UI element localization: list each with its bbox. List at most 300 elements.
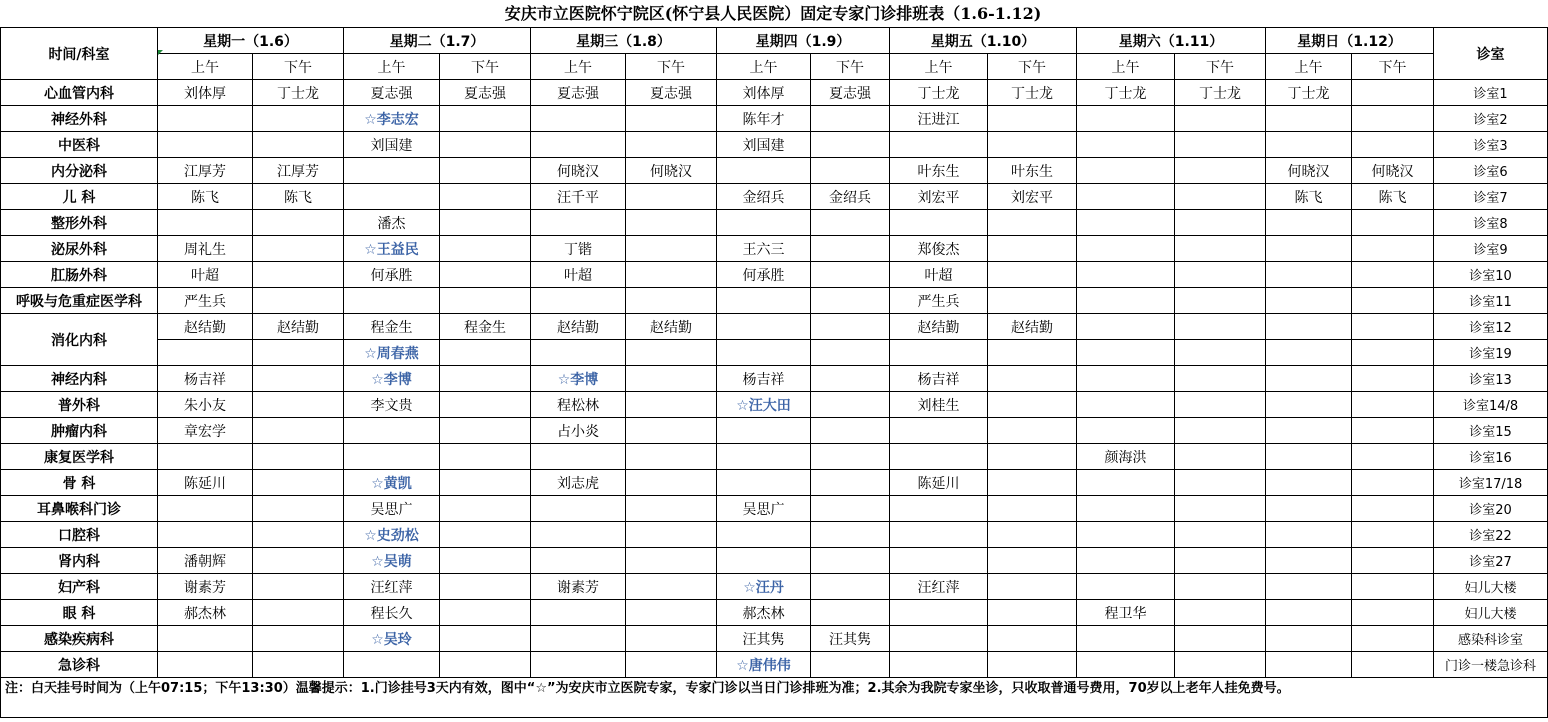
room-cell: 诊室17/18: [1434, 470, 1548, 496]
schedule-cell: 杨吉祥: [158, 366, 253, 392]
schedule-cell: 吴思广: [344, 496, 440, 522]
schedule-cell: [253, 366, 344, 392]
schedule-cell: [1175, 392, 1266, 418]
schedule-cell: [253, 470, 344, 496]
schedule-cell: [811, 366, 890, 392]
schedule-cell: [811, 262, 890, 288]
schedule-cell: [988, 392, 1077, 418]
schedule-cell: [158, 340, 253, 366]
header-time-dept: 时间/科室: [1, 28, 158, 80]
schedule-cell: [1175, 340, 1266, 366]
schedule-cell: 陈飞: [1266, 184, 1352, 210]
schedule-cell: 谢素芳: [158, 574, 253, 600]
schedule-cell: [626, 574, 717, 600]
schedule-cell: 叶超: [890, 262, 988, 288]
schedule-cell: 丁士龙: [253, 80, 344, 106]
schedule-cell: [1352, 600, 1434, 626]
schedule-cell: [890, 600, 988, 626]
table-row: [1, 340, 1548, 366]
table-row: [1, 158, 1548, 184]
schedule-cell: 江厚芳: [253, 158, 344, 184]
schedule-cell: [440, 548, 531, 574]
schedule-cell: [1266, 210, 1352, 236]
schedule-cell: 夏志强: [531, 80, 626, 106]
schedule-cell: [440, 288, 531, 314]
schedule-cell: [626, 366, 717, 392]
schedule-cell: [158, 210, 253, 236]
schedule-cell: [811, 548, 890, 574]
schedule-cell: [717, 314, 811, 340]
schedule-cell: 潘杰: [344, 210, 440, 236]
header-pm: 下午: [1352, 54, 1434, 80]
schedule-cell: [440, 626, 531, 652]
dept-label: 中医科: [1, 132, 158, 158]
schedule-cell: [717, 470, 811, 496]
schedule-cell: [1077, 392, 1175, 418]
schedule-cell: [1077, 132, 1175, 158]
schedule-cell: 郑俊杰: [890, 236, 988, 262]
schedule-cell: [988, 652, 1077, 678]
schedule-cell: [440, 574, 531, 600]
schedule-cell: [1266, 366, 1352, 392]
schedule-cell: [440, 236, 531, 262]
schedule-cell: [440, 444, 531, 470]
dept-label: 康复医学科: [1, 444, 158, 470]
schedule-cell: [1175, 184, 1266, 210]
dept-label: 内分泌科: [1, 158, 158, 184]
schedule-cell: [1077, 262, 1175, 288]
schedule-cell: [717, 210, 811, 236]
schedule-cell: [531, 626, 626, 652]
schedule-cell: 汪其隽: [811, 626, 890, 652]
schedule-cell: [531, 132, 626, 158]
schedule-rows: [1, 80, 1548, 678]
table-row: [1, 496, 1548, 522]
room-cell: 诊室20: [1434, 496, 1548, 522]
schedule-cell: [1077, 418, 1175, 444]
schedule-cell: [1352, 522, 1434, 548]
header-day-mon: 星期一（1.6）: [158, 28, 344, 54]
schedule-cell: [440, 418, 531, 444]
table-row: [1, 392, 1548, 418]
schedule-cell: [1352, 470, 1434, 496]
schedule-cell: [1175, 548, 1266, 574]
schedule-cell: [717, 548, 811, 574]
schedule-cell: [440, 210, 531, 236]
schedule-cell: 夏志强: [344, 80, 440, 106]
header-day-tue: 星期二（1.7）: [344, 28, 531, 54]
schedule-cell: [440, 652, 531, 678]
schedule-cell: [344, 652, 440, 678]
dept-label: 妇产科: [1, 574, 158, 600]
header-am: 上午: [1077, 54, 1175, 80]
schedule-cell: 江厚芳: [158, 158, 253, 184]
schedule-cell: [253, 132, 344, 158]
dept-label: 心血管内科: [1, 80, 158, 106]
schedule-cell: 丁士龙: [988, 80, 1077, 106]
schedule-cell: 郝杰林: [717, 600, 811, 626]
schedule-cell: [717, 158, 811, 184]
schedule-cell: [253, 236, 344, 262]
schedule-cell: [1352, 262, 1434, 288]
schedule-cell: [1175, 470, 1266, 496]
schedule-cell: [988, 626, 1077, 652]
schedule-cell: 叶超: [531, 262, 626, 288]
table-row: [1, 236, 1548, 262]
schedule-cell: [1077, 158, 1175, 184]
schedule-cell: 陈飞: [253, 184, 344, 210]
header-am: 上午: [717, 54, 811, 80]
schedule-cell: 叶东生: [988, 158, 1077, 184]
schedule-cell: [1266, 340, 1352, 366]
header-am: 上午: [531, 54, 626, 80]
table-row: [1, 366, 1548, 392]
schedule-cell: [531, 444, 626, 470]
schedule-cell: [890, 340, 988, 366]
schedule-cell: [1175, 600, 1266, 626]
schedule-cell: 汪千平: [531, 184, 626, 210]
schedule-cell: [1175, 106, 1266, 132]
schedule-cell: ☆李博: [531, 366, 626, 392]
schedule-body: [1, 28, 1548, 80]
header-room: 诊室: [1434, 28, 1548, 80]
header-pm: 下午: [440, 54, 531, 80]
schedule-cell: [158, 106, 253, 132]
schedule-cell: [1266, 522, 1352, 548]
schedule-cell: 夏志强: [440, 80, 531, 106]
schedule-cell: [988, 106, 1077, 132]
schedule-cell: [1352, 236, 1434, 262]
schedule-cell: [1175, 288, 1266, 314]
schedule-cell: [1352, 210, 1434, 236]
room-cell: 诊室2: [1434, 106, 1548, 132]
schedule-cell: [811, 444, 890, 470]
schedule-cell: [811, 210, 890, 236]
schedule-cell: [1077, 496, 1175, 522]
schedule-cell: 陈延川: [158, 470, 253, 496]
schedule-cell: [158, 444, 253, 470]
header-day-sat: 星期六（1.11）: [1077, 28, 1266, 54]
schedule-cell: [531, 288, 626, 314]
room-cell: 诊室27: [1434, 548, 1548, 574]
header-pm: 下午: [988, 54, 1077, 80]
table-row: [1, 418, 1548, 444]
schedule-cell: 陈飞: [158, 184, 253, 210]
schedule-cell: [1352, 288, 1434, 314]
table-row: [1, 522, 1548, 548]
schedule-cell: [1077, 366, 1175, 392]
room-cell: 诊室15: [1434, 418, 1548, 444]
schedule-cell: [1077, 288, 1175, 314]
schedule-cell: [626, 106, 717, 132]
table-row: [1, 288, 1548, 314]
schedule-cell: [626, 652, 717, 678]
schedule-cell: [988, 340, 1077, 366]
schedule-cell: [811, 470, 890, 496]
table-row: [1, 184, 1548, 210]
schedule-cell: [440, 392, 531, 418]
note-row: [1, 678, 1548, 718]
schedule-cell: [988, 288, 1077, 314]
schedule-cell: ☆唐伟伟: [717, 652, 811, 678]
schedule-cell: 占小炎: [531, 418, 626, 444]
schedule-cell: [1175, 236, 1266, 262]
schedule-cell: [440, 184, 531, 210]
schedule-cell: [1266, 652, 1352, 678]
schedule-cell: [531, 340, 626, 366]
schedule-cell: 刘宏平: [988, 184, 1077, 210]
schedule-cell: ☆汪大田: [717, 392, 811, 418]
schedule-cell: [626, 600, 717, 626]
schedule-cell: [1266, 548, 1352, 574]
room-cell: 诊室11: [1434, 288, 1548, 314]
schedule-cell: [158, 522, 253, 548]
schedule-cell: [440, 470, 531, 496]
schedule-cell: [1266, 314, 1352, 340]
header-pm: 下午: [1175, 54, 1266, 80]
schedule-cell: [717, 444, 811, 470]
schedule-cell: 夏志强: [626, 80, 717, 106]
schedule-cell: [988, 236, 1077, 262]
schedule-cell: [1352, 496, 1434, 522]
schedule-cell: [253, 392, 344, 418]
schedule-cell: [988, 132, 1077, 158]
schedule-cell: [531, 496, 626, 522]
schedule-cell: [253, 652, 344, 678]
schedule-cell: [1175, 652, 1266, 678]
schedule-cell: [1266, 236, 1352, 262]
schedule-cell: 程金生: [344, 314, 440, 340]
dept-label: 眼 科: [1, 600, 158, 626]
table-row: [1, 210, 1548, 236]
schedule-cell: [1175, 210, 1266, 236]
schedule-cell: [1175, 158, 1266, 184]
schedule-cell: [440, 340, 531, 366]
schedule-cell: [531, 106, 626, 132]
schedule-cell: [1352, 392, 1434, 418]
room-cell: 门诊一楼急诊科: [1434, 652, 1548, 678]
schedule-cell: [1175, 262, 1266, 288]
schedule-cell: 吴思广: [717, 496, 811, 522]
dept-label: 神经外科: [1, 106, 158, 132]
schedule-cell: [440, 366, 531, 392]
dept-label: 泌尿外科: [1, 236, 158, 262]
schedule-cell: [811, 496, 890, 522]
schedule-cell: 赵结勤: [890, 314, 988, 340]
schedule-cell: 李文贵: [344, 392, 440, 418]
schedule-cell: [1077, 210, 1175, 236]
schedule-cell: [1175, 626, 1266, 652]
schedule-cell: [253, 288, 344, 314]
schedule-cell: [988, 496, 1077, 522]
header-day-wed: 星期三（1.8）: [531, 28, 717, 54]
schedule-cell: [988, 366, 1077, 392]
schedule-cell: [890, 444, 988, 470]
schedule-cell: 叶东生: [890, 158, 988, 184]
schedule-cell: [626, 626, 717, 652]
schedule-cell: [988, 210, 1077, 236]
schedule-cell: 潘朝辉: [158, 548, 253, 574]
schedule-cell: 赵结勤: [253, 314, 344, 340]
schedule-cell: 程松林: [531, 392, 626, 418]
schedule-cell: 刘宏平: [890, 184, 988, 210]
schedule-cell: 赵结勤: [988, 314, 1077, 340]
schedule-cell: [1077, 626, 1175, 652]
schedule-cell: ☆周春燕: [344, 340, 440, 366]
header-pm: 下午: [811, 54, 890, 80]
schedule-cell: [988, 548, 1077, 574]
schedule-cell: [626, 262, 717, 288]
table-row: [1, 314, 1548, 340]
schedule-cell: [1077, 574, 1175, 600]
header-row-days: [1, 28, 1548, 54]
schedule-cell: ☆李志宏: [344, 106, 440, 132]
schedule-cell: [890, 418, 988, 444]
room-cell: 诊室10: [1434, 262, 1548, 288]
room-cell: 感染科诊室: [1434, 626, 1548, 652]
schedule-cell: [1352, 418, 1434, 444]
schedule-cell: 汪进江: [890, 106, 988, 132]
schedule-cell: [158, 626, 253, 652]
schedule-cell: [253, 574, 344, 600]
schedule-cell: [890, 210, 988, 236]
note-section: [1, 678, 1548, 718]
dept-label: 整形外科: [1, 210, 158, 236]
schedule-cell: [890, 652, 988, 678]
schedule-cell: [1175, 418, 1266, 444]
schedule-cell: [626, 418, 717, 444]
header-pm: 下午: [253, 54, 344, 80]
schedule-cell: [811, 236, 890, 262]
schedule-cell: [890, 626, 988, 652]
schedule-cell: [344, 184, 440, 210]
schedule-cell: [1175, 444, 1266, 470]
schedule-cell: [1352, 366, 1434, 392]
schedule-cell: 郝杰林: [158, 600, 253, 626]
schedule-cell: [890, 548, 988, 574]
schedule-cell: [1266, 574, 1352, 600]
schedule-cell: [1077, 340, 1175, 366]
schedule-cell: [531, 652, 626, 678]
schedule-cell: [1077, 652, 1175, 678]
room-cell: 诊室22: [1434, 522, 1548, 548]
schedule-cell: 赵结勤: [531, 314, 626, 340]
schedule-cell: [253, 106, 344, 132]
schedule-cell: [531, 210, 626, 236]
schedule-cell: [988, 444, 1077, 470]
header-am: 上午: [890, 54, 988, 80]
schedule-cell: [890, 522, 988, 548]
schedule-cell: [253, 496, 344, 522]
schedule-cell: [811, 522, 890, 548]
schedule-cell: [988, 600, 1077, 626]
schedule-cell: [1175, 314, 1266, 340]
schedule-cell: [1266, 288, 1352, 314]
schedule-cell: 叶超: [158, 262, 253, 288]
dept-label: 感染疾病科: [1, 626, 158, 652]
schedule-cell: 陈延川: [890, 470, 988, 496]
schedule-cell: 赵结勤: [626, 314, 717, 340]
schedule-cell: [988, 522, 1077, 548]
table-row: [1, 106, 1548, 132]
schedule-cell: 谢素芳: [531, 574, 626, 600]
schedule-cell: 何晓汉: [626, 158, 717, 184]
schedule-cell: [626, 522, 717, 548]
dept-label: 口腔科: [1, 522, 158, 548]
schedule-cell: [253, 522, 344, 548]
schedule-cell: 刘志虎: [531, 470, 626, 496]
schedule-cell: [1077, 106, 1175, 132]
schedule-cell: [1352, 444, 1434, 470]
room-cell: 诊室13: [1434, 366, 1548, 392]
table-row: [1, 470, 1548, 496]
schedule-cell: [158, 132, 253, 158]
schedule-cell: 刘体厚: [158, 80, 253, 106]
schedule-cell: [1266, 600, 1352, 626]
table-row: [1, 548, 1548, 574]
schedule-cell: 金绍兵: [811, 184, 890, 210]
schedule-cell: [440, 522, 531, 548]
schedule-cell: 陈飞: [1352, 184, 1434, 210]
schedule-cell: [253, 210, 344, 236]
schedule-cell: [531, 522, 626, 548]
schedule-cell: 陈年才: [717, 106, 811, 132]
schedule-cell: ☆李博: [344, 366, 440, 392]
schedule-cell: ☆吴萌: [344, 548, 440, 574]
dept-label: 肿瘤内科: [1, 418, 158, 444]
schedule-cell: [626, 288, 717, 314]
schedule-cell: [811, 418, 890, 444]
header-pm: 下午: [626, 54, 717, 80]
schedule-cell: [988, 470, 1077, 496]
schedule-cell: [1077, 184, 1175, 210]
dept-label: 儿 科: [1, 184, 158, 210]
schedule-cell: 杨吉祥: [717, 366, 811, 392]
schedule-cell: 何承胜: [717, 262, 811, 288]
schedule-cell: [1266, 444, 1352, 470]
table-row: [1, 574, 1548, 600]
dept-label: 神经内科: [1, 366, 158, 392]
schedule-cell: [626, 210, 717, 236]
schedule-cell: 赵结勤: [158, 314, 253, 340]
schedule-cell: [1352, 314, 1434, 340]
room-cell: 诊室16: [1434, 444, 1548, 470]
schedule-cell: 丁锴: [531, 236, 626, 262]
schedule-cell: [440, 600, 531, 626]
schedule-cell: [1077, 314, 1175, 340]
schedule-cell: [253, 340, 344, 366]
schedule-cell: [1175, 522, 1266, 548]
header-day-sun: 星期日（1.12）: [1266, 28, 1434, 54]
schedule-cell: [811, 340, 890, 366]
schedule-cell: ☆黄凯: [344, 470, 440, 496]
schedule-cell: [626, 236, 717, 262]
schedule-cell: [811, 392, 890, 418]
schedule-cell: [811, 314, 890, 340]
schedule-cell: [1266, 262, 1352, 288]
schedule-cell: [1266, 106, 1352, 132]
schedule-cell: [1266, 392, 1352, 418]
room-cell: 诊室9: [1434, 236, 1548, 262]
schedule-cell: [440, 132, 531, 158]
schedule-cell: [253, 626, 344, 652]
schedule-cell: [1077, 470, 1175, 496]
schedule-cell: [717, 418, 811, 444]
schedule-cell: [344, 288, 440, 314]
table-row: [1, 444, 1548, 470]
header-am: 上午: [158, 54, 253, 80]
room-cell: 诊室8: [1434, 210, 1548, 236]
